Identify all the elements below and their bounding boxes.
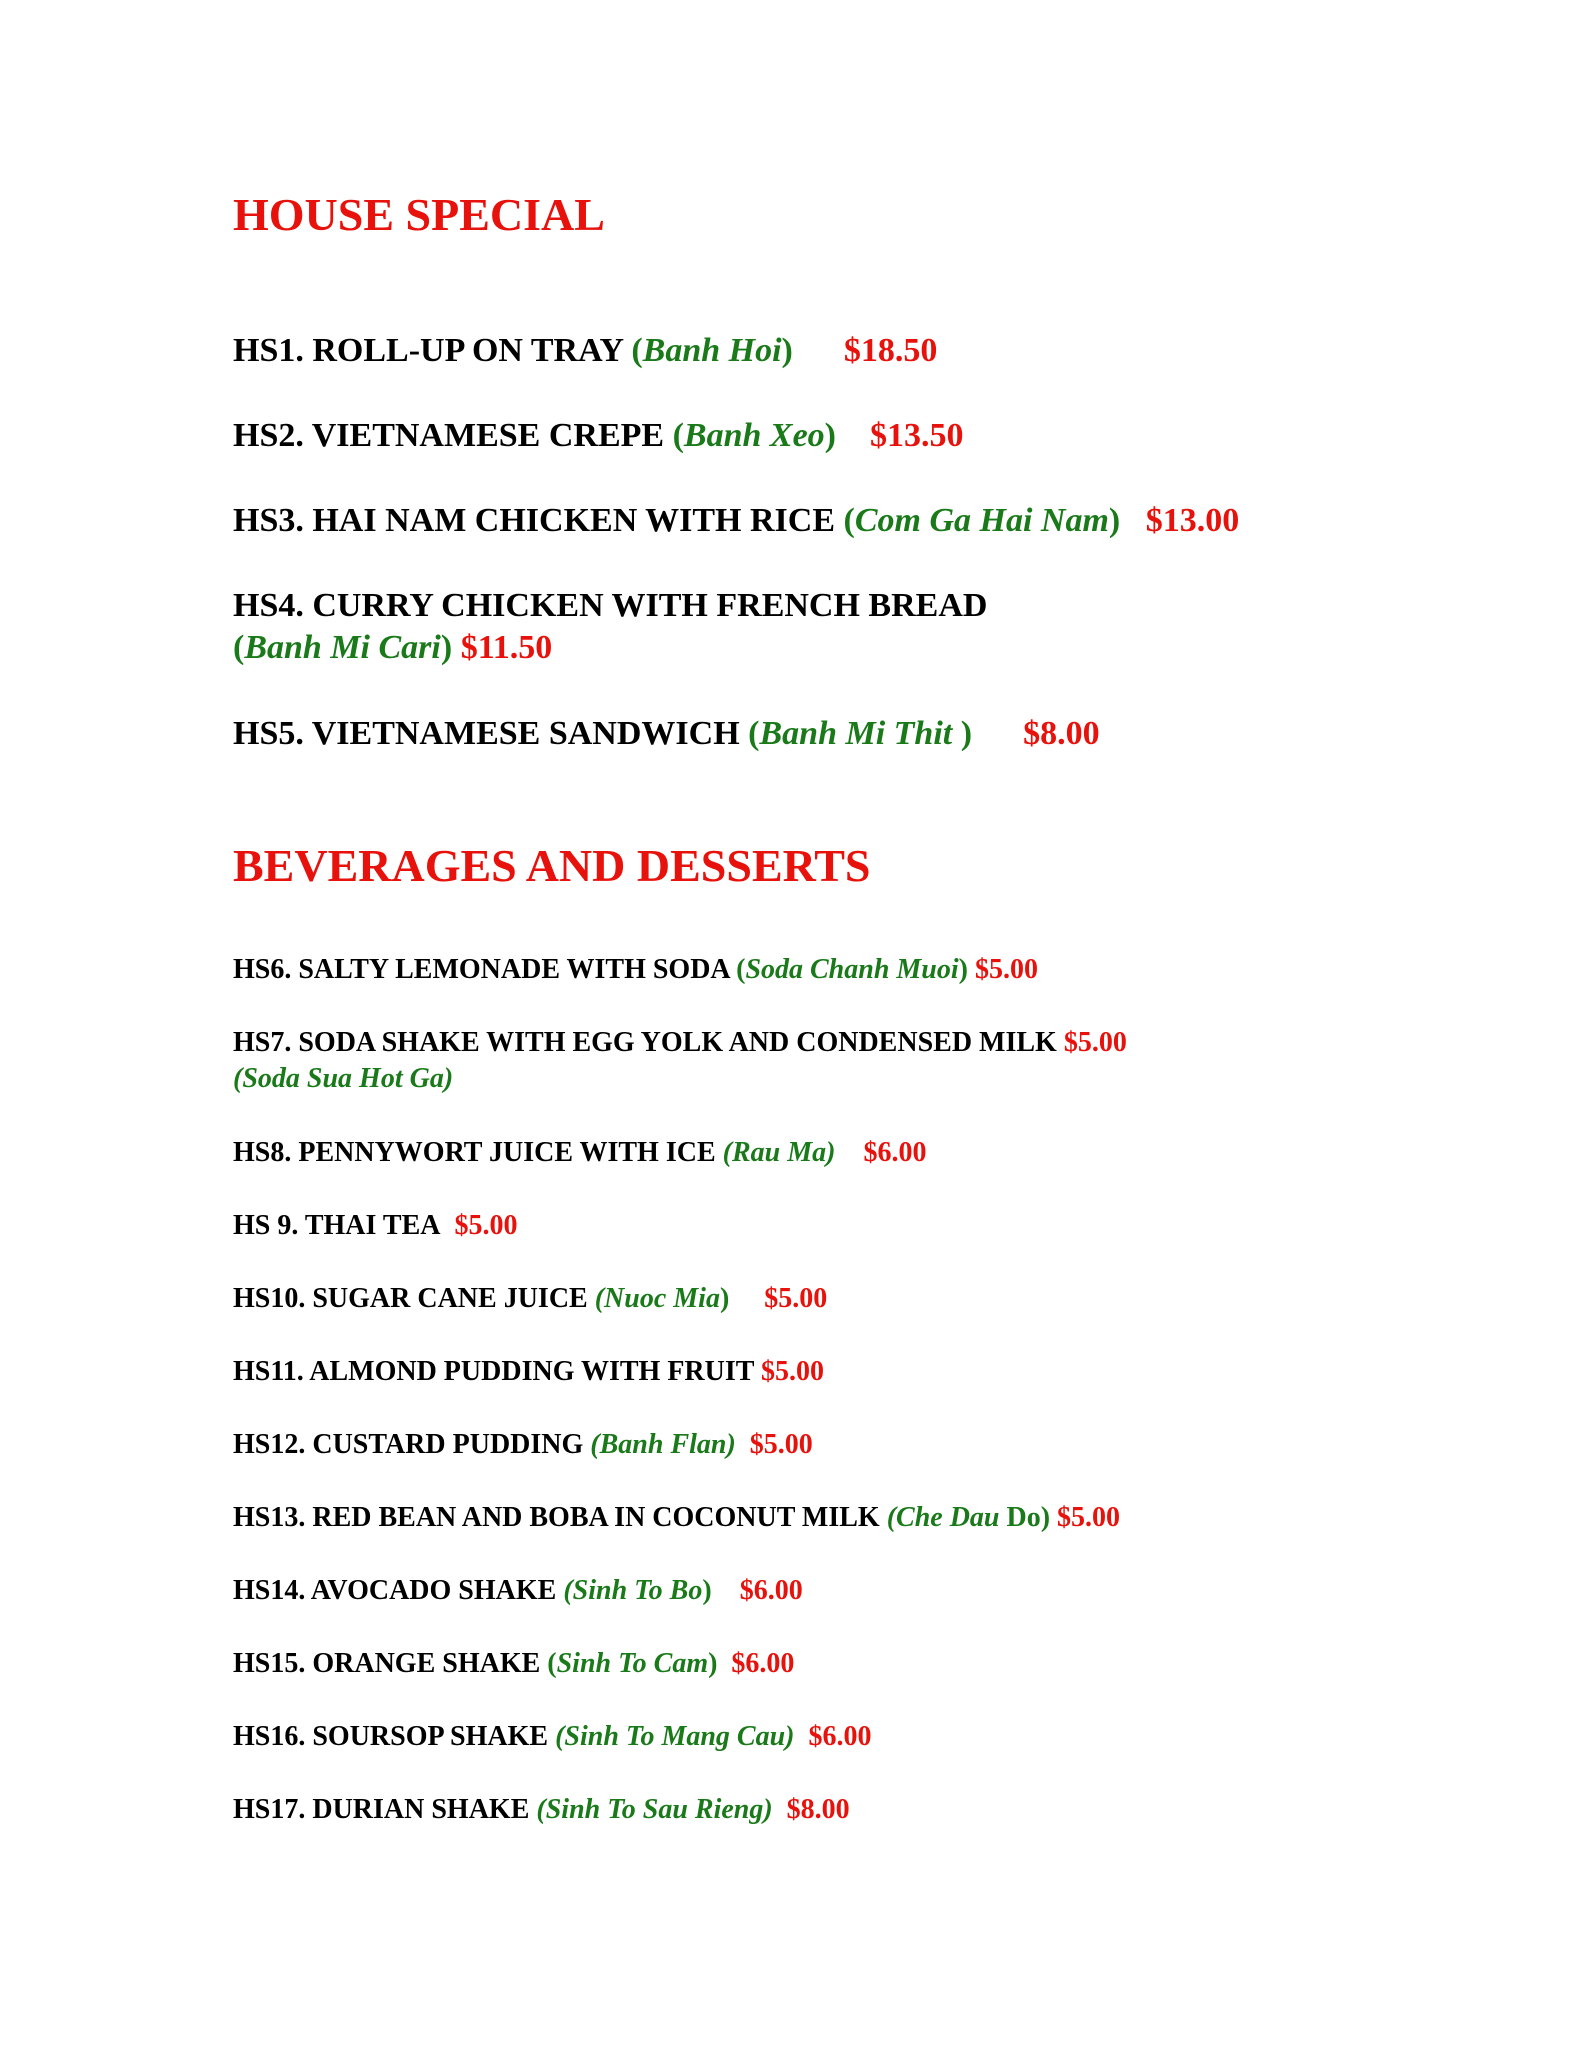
item-name: HS14. AVOCADO SHAKE xyxy=(233,1575,557,1606)
item-price: $5.00 xyxy=(760,1356,824,1387)
item-price: $5.00 xyxy=(1063,1027,1127,1058)
item-vietnamese-name: (Che Dau xyxy=(886,1502,1000,1533)
item-name: HS3. HAI NAM CHICKEN WITH RICE xyxy=(233,502,836,539)
item-price: $8.00 xyxy=(1023,715,1100,752)
menu-item-hs5: HS5. VIETNAMESE SANDWICH (Banh Mi Thit ) $8.00 xyxy=(233,715,1100,752)
menu-item-hs4: HS4. CURRY CHICKEN WITH FRENCH BREAD (Banh Mi Cari) $11.50 xyxy=(233,587,988,666)
item-name: HS13. RED BEAN AND BOBA IN COCONUT MILK xyxy=(233,1502,880,1533)
item-price: $6.00 xyxy=(808,1721,872,1752)
menu-item-hs16 xyxy=(233,1723,872,1751)
item-name: HS 9. THAI TEA xyxy=(233,1210,441,1241)
item-vietnamese-name-tail: Do) xyxy=(1006,1502,1051,1533)
item-vietnamese-name: Banh Xeo xyxy=(683,417,825,454)
item-vietnamese-name: (Banh Flan) xyxy=(590,1429,736,1460)
section-title-beverages-desserts: BEVERAGES AND DESSERTS xyxy=(233,840,871,891)
item-price: $11.50 xyxy=(460,629,553,666)
menu-item-hs8 xyxy=(233,1139,926,1167)
menu-item-hs3: HS3. HAI NAM CHICKEN WITH RICE (Com Ga Hai Nam) $13.00 xyxy=(233,502,1240,539)
item-price: $5.00 xyxy=(454,1210,518,1241)
item-vietnamese-name: (Sinh To Mang Cau) xyxy=(555,1721,795,1752)
item-name: HS7. SODA SHAKE WITH EGG YOLK AND CONDENSED MILK xyxy=(233,1027,1057,1058)
item-vietnamese-name: Sinh To Cam xyxy=(556,1648,709,1679)
item-vietnamese-name: (Soda Sua Hot Ga) xyxy=(233,1063,454,1094)
menu-item-hs13 xyxy=(233,1504,1120,1532)
menu-item-hs6: HS6. SALTY LEMONADE WITH SODA (Soda Chanh Muoi) $5.00 xyxy=(233,954,1038,985)
item-name: HS16. SOURSOP SHAKE xyxy=(233,1721,549,1752)
menu-item-hs15: HS15. ORANGE SHAKE (Sinh To Cam) $6.00 xyxy=(233,1648,795,1679)
item-price: $13.00 xyxy=(1145,502,1240,539)
item-name: HS11. ALMOND PUDDING WITH FRUIT xyxy=(233,1356,754,1387)
item-name: HS12. CUSTARD PUDDING xyxy=(233,1429,584,1460)
item-name: HS6. SALTY LEMONADE WITH SODA xyxy=(233,954,730,985)
item-price: $6.00 xyxy=(731,1648,795,1679)
menu-item-hs10: HS10. SUGAR CANE JUICE (Nuoc Mia) $5.00 xyxy=(233,1283,828,1314)
item-price: $5.00 xyxy=(764,1283,828,1314)
item-price: $5.00 xyxy=(749,1429,813,1460)
item-price: $18.50 xyxy=(843,332,938,369)
menu-item-hs12 xyxy=(233,1431,813,1459)
item-vietnamese-name: Banh Mi Cari xyxy=(244,629,441,666)
item-price: $6.00 xyxy=(863,1137,927,1168)
section-title-house-special: HOUSE SPECIAL xyxy=(233,189,605,240)
menu-item-hs1: HS1. ROLL-UP ON TRAY (Banh Hoi) $18.50 xyxy=(233,332,938,369)
item-vietnamese-name: (Sinh To Sau Rieng) xyxy=(536,1794,773,1825)
menu-item-hs17 xyxy=(233,1796,850,1824)
item-vietnamese-name: (Rau Ma) xyxy=(722,1137,836,1168)
menu-item-hs7 xyxy=(233,1029,1127,1093)
item-vietnamese-name: Com Ga Hai Nam xyxy=(854,502,1109,539)
menu-item-hs11 xyxy=(233,1358,824,1386)
item-price: $8.00 xyxy=(786,1794,850,1825)
item-price: $5.00 xyxy=(974,954,1038,985)
item-price: $5.00 xyxy=(1057,1502,1121,1533)
item-name: HS10. SUGAR CANE JUICE xyxy=(233,1283,588,1314)
menu-item-hs2: HS2. VIETNAMESE CREPE (Banh Xeo) $13.50 xyxy=(233,417,964,454)
item-vietnamese-name: (Nuoc Mia xyxy=(594,1283,720,1314)
item-name: HS8. PENNYWORT JUICE WITH ICE xyxy=(233,1137,716,1168)
item-name: HS1. ROLL-UP ON TRAY xyxy=(233,332,623,369)
item-vietnamese-name: Banh Mi Thit xyxy=(759,715,961,752)
item-price: $6.00 xyxy=(739,1575,803,1606)
menu-item-hs14: HS14. AVOCADO SHAKE (Sinh To Bo) $6.00 xyxy=(233,1575,803,1606)
item-price: $13.50 xyxy=(870,417,964,454)
menu-item-hs9 xyxy=(233,1212,517,1240)
item-name: HS17. DURIAN SHAKE xyxy=(233,1794,530,1825)
item-name: HS4. CURRY CHICKEN WITH FRENCH BREAD xyxy=(233,587,988,624)
item-name: HS5. VIETNAMESE SANDWICH xyxy=(233,715,740,752)
item-name: HS2. VIETNAMESE CREPE xyxy=(233,417,665,454)
item-vietnamese-name: (Sinh To Bo xyxy=(563,1575,703,1606)
item-vietnamese-name: Soda Chanh Muoi xyxy=(745,954,959,985)
item-vietnamese-name: Banh Hoi xyxy=(642,332,782,369)
item-name: HS15. ORANGE SHAKE xyxy=(233,1648,541,1679)
